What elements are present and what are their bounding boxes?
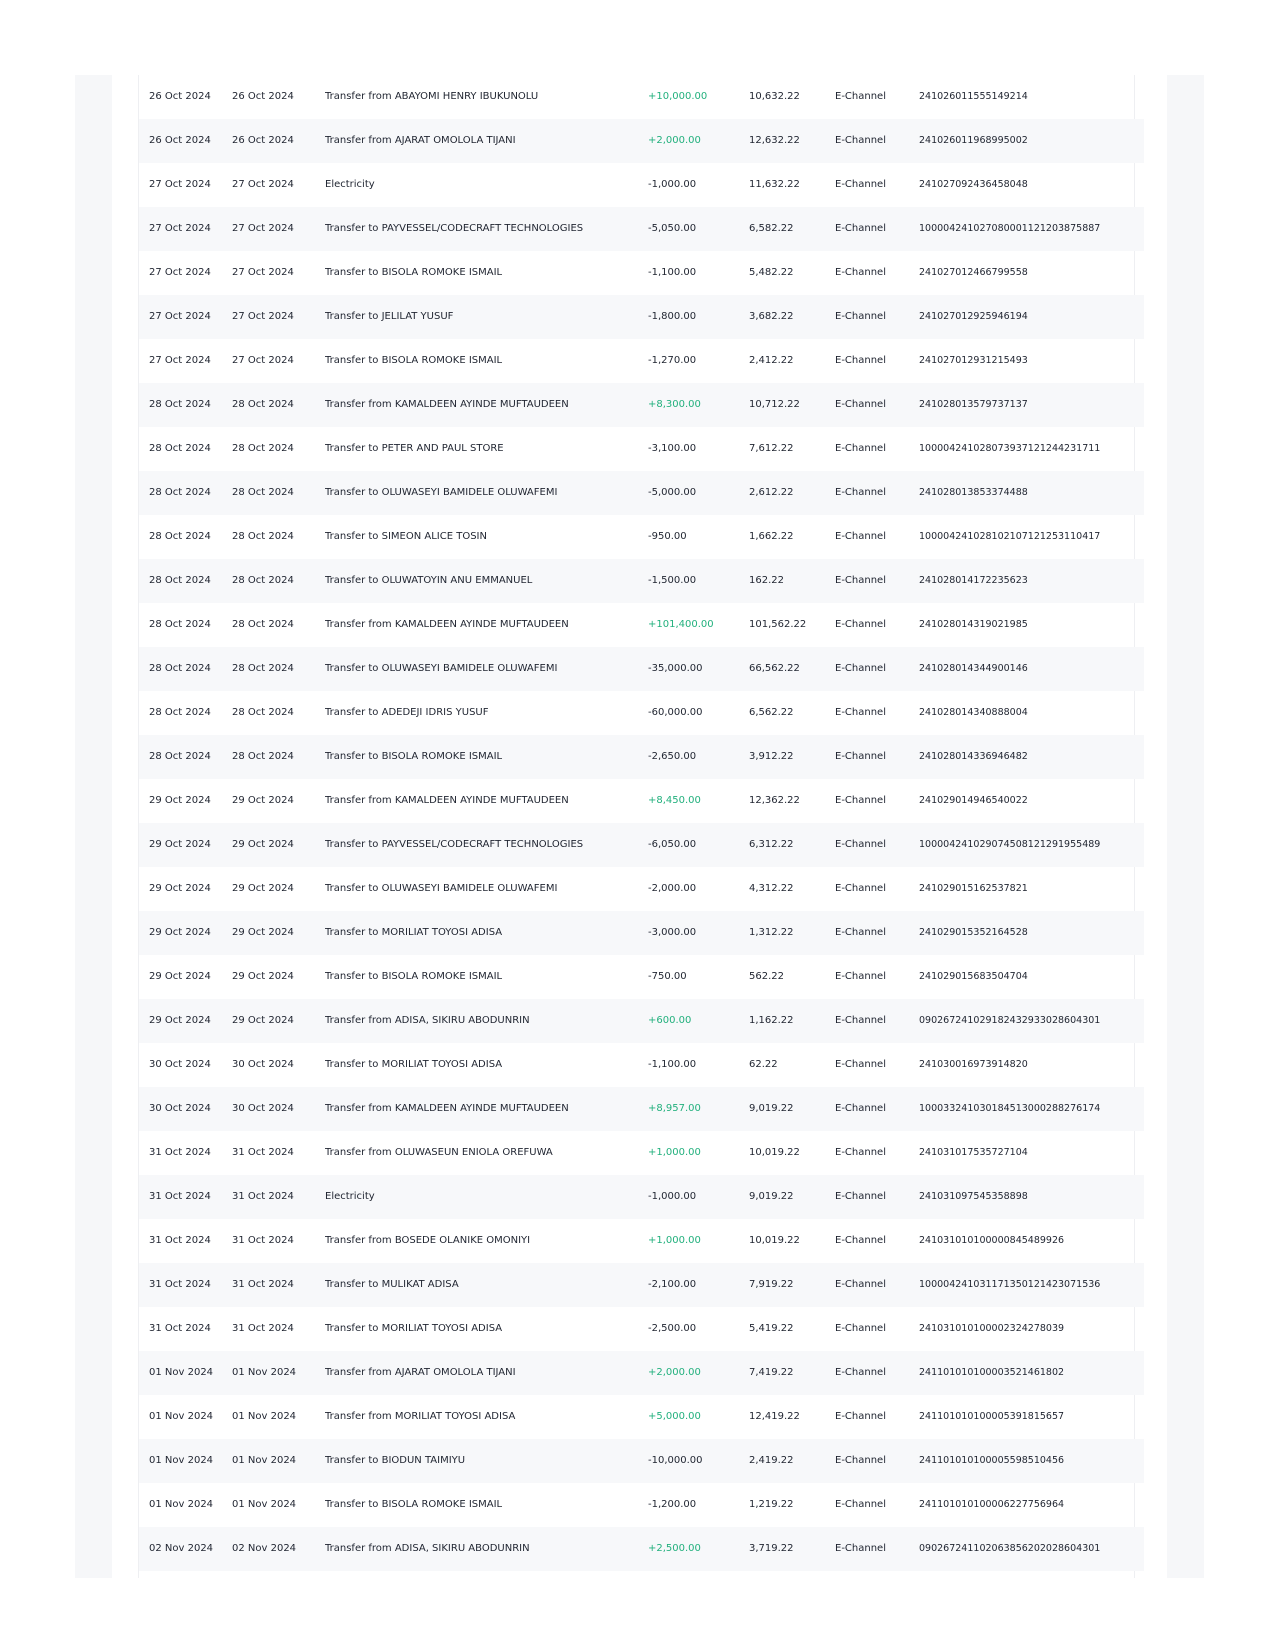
table-row [139,955,1144,999]
description-cell: Transfer to BISOLA ROMOKE ISMAIL [325,971,503,982]
trans-date-cell: 29 Oct 2024 [149,1015,211,1026]
description-cell: Transfer from KAMALDEEN AYINDE MUFTAUDEEN [325,795,569,806]
trans-date-cell: 28 Oct 2024 [149,707,211,718]
description-cell: Transfer to MORILIAT TOYOSI ADISA [325,927,503,938]
value-date-cell: 01 Nov 2024 [232,1499,297,1510]
channel-cell: E-Channel [835,135,886,146]
trans-date-cell: 30 Oct 2024 [149,1059,211,1070]
table-row [139,515,1144,559]
balance-cell: 10,632.22 [749,91,800,102]
table-row [139,867,1144,911]
balance-cell: 12,419.22 [749,1411,800,1422]
reference-cell: 241028013853374488 [919,487,1028,498]
amount-cell: +8,957.00 [648,1103,701,1114]
description-cell: Transfer from AJARAT OMOLOLA TIJANI [325,1367,516,1378]
trans-date-cell: 27 Oct 2024 [149,355,211,366]
balance-cell: 6,312.22 [749,839,794,850]
trans-date-cell: 29 Oct 2024 [149,839,211,850]
balance-cell: 1,312.22 [749,927,794,938]
table-row [139,1219,1144,1263]
table-row [139,735,1144,779]
value-date-cell: 28 Oct 2024 [232,531,294,542]
trans-date-cell: 28 Oct 2024 [149,487,211,498]
channel-cell: E-Channel [835,619,886,630]
description-cell: Transfer to BISOLA ROMOKE ISMAIL [325,751,503,762]
balance-cell: 10,019.22 [749,1147,800,1158]
table-row [139,119,1144,163]
description-cell: Transfer to JELILAT YUSUF [325,311,454,322]
channel-cell: E-Channel [835,839,886,850]
reference-cell: 241027012931215493 [919,355,1028,366]
channel-cell: E-Channel [835,1455,886,1466]
channel-cell: E-Channel [835,795,886,806]
value-date-cell: 30 Oct 2024 [232,1059,294,1070]
amount-cell: -1,500.00 [648,575,697,586]
amount-cell: -60,000.00 [648,707,703,718]
value-date-cell: 29 Oct 2024 [232,1015,294,1026]
table-row [139,911,1144,955]
value-date-cell: 28 Oct 2024 [232,443,294,454]
value-date-cell: 28 Oct 2024 [232,399,294,410]
trans-date-cell: 28 Oct 2024 [149,751,211,762]
trans-date-cell: 28 Oct 2024 [149,443,211,454]
reference-cell: 241027012925946194 [919,311,1028,322]
amount-cell: +2,000.00 [648,1367,701,1378]
balance-cell: 6,562.22 [749,707,794,718]
amount-cell: -2,500.00 [648,1323,697,1334]
channel-cell: E-Channel [835,1059,886,1070]
amount-cell: -2,100.00 [648,1279,697,1290]
balance-cell: 9,019.22 [749,1103,794,1114]
value-date-cell: 01 Nov 2024 [232,1367,297,1378]
balance-cell: 4,312.22 [749,883,794,894]
value-date-cell: 01 Nov 2024 [232,1411,297,1422]
value-date-cell: 01 Nov 2024 [232,1455,297,1466]
channel-cell: E-Channel [835,1323,886,1334]
balance-cell: 7,919.22 [749,1279,794,1290]
balance-cell: 10,712.22 [749,399,800,410]
table-row [139,251,1144,295]
trans-date-cell: 30 Oct 2024 [149,1103,211,1114]
reference-cell: 241029015352164528 [919,927,1028,938]
reference-cell: 241031010100002324278039 [919,1323,1065,1334]
table-row [139,1087,1144,1131]
reference-cell: 241027012466799558 [919,267,1028,278]
description-cell: Transfer from KAMALDEEN AYINDE MUFTAUDEEN [325,1103,569,1114]
trans-date-cell: 02 Nov 2024 [149,1543,214,1554]
description-cell: Transfer from ADISA, SIKIRU ABODUNRIN [325,1543,530,1554]
trans-date-cell: 31 Oct 2024 [149,1323,211,1334]
description-cell: Transfer from AJARAT OMOLOLA TIJANI [325,135,516,146]
table-row [139,691,1144,735]
table-row [139,383,1144,427]
amount-cell: +101,400.00 [648,619,714,630]
table-row [139,559,1144,603]
balance-cell: 10,019.22 [749,1235,800,1246]
balance-cell: 1,162.22 [749,1015,794,1026]
table-row [139,1263,1144,1307]
value-date-cell: 02 Nov 2024 [232,1543,297,1554]
reference-cell: 241031097545358898 [919,1191,1028,1202]
trans-date-cell: 28 Oct 2024 [149,619,211,630]
description-cell: Transfer to BIODUN TAIMIYU [325,1455,466,1466]
description-cell: Transfer to BISOLA ROMOKE ISMAIL [325,355,503,366]
description-cell: Transfer to OLUWATOYIN ANU EMMANUEL [325,575,533,586]
left-page-margin [75,75,112,1578]
amount-cell: +1,000.00 [648,1147,701,1158]
amount-cell: -750.00 [648,971,687,982]
trans-date-cell: 01 Nov 2024 [149,1367,214,1378]
channel-cell: E-Channel [835,663,886,674]
table-row [139,1439,1144,1483]
balance-cell: 6,582.22 [749,223,794,234]
value-date-cell: 30 Oct 2024 [232,1103,294,1114]
amount-cell: +5,000.00 [648,1411,701,1422]
channel-cell: E-Channel [835,355,886,366]
balance-cell: 12,362.22 [749,795,800,806]
reference-cell: 241101010100005598510456 [919,1455,1065,1466]
description-cell: Transfer from ADISA, SIKIRU ABODUNRIN [325,1015,530,1026]
value-date-cell: 27 Oct 2024 [232,311,294,322]
trans-date-cell: 29 Oct 2024 [149,795,211,806]
channel-cell: E-Channel [835,1147,886,1158]
balance-cell: 562.22 [749,971,784,982]
description-cell: Transfer to MORILIAT TOYOSI ADISA [325,1323,503,1334]
value-date-cell: 27 Oct 2024 [232,267,294,278]
reference-cell: 100004241029074508121291955489 [919,839,1101,850]
amount-cell: -1,000.00 [648,179,697,190]
value-date-cell: 28 Oct 2024 [232,619,294,630]
description-cell: Transfer to PETER AND PAUL STORE [325,443,504,454]
channel-cell: E-Channel [835,1543,886,1554]
channel-cell: E-Channel [835,1015,886,1026]
balance-cell: 62.22 [749,1059,778,1070]
amount-cell: -1,200.00 [648,1499,697,1510]
trans-date-cell: 26 Oct 2024 [149,91,211,102]
trans-date-cell: 28 Oct 2024 [149,399,211,410]
description-cell: Transfer from OLUWASEUN ENIOLA OREFUWA [325,1147,553,1158]
channel-cell: E-Channel [835,91,886,102]
statement-page [138,75,1135,1578]
table-row [139,823,1144,867]
table-row [139,163,1144,207]
reference-cell: 100004241031171350121423071536 [919,1279,1101,1290]
value-date-cell: 31 Oct 2024 [232,1147,294,1158]
reference-cell: 241029015683504704 [919,971,1028,982]
reference-cell: 100033241030184513000288276174 [919,1103,1101,1114]
amount-cell: +600.00 [648,1015,692,1026]
table-row [139,1175,1144,1219]
reference-cell: 241101010100005391815657 [919,1411,1065,1422]
value-date-cell: 29 Oct 2024 [232,795,294,806]
table-row [139,1527,1144,1571]
description-cell: Transfer to OLUWASEYI BAMIDELE OLUWAFEMI [325,487,558,498]
description-cell: Transfer from KAMALDEEN AYINDE MUFTAUDEEN [325,399,569,410]
amount-cell: -2,650.00 [648,751,697,762]
balance-cell: 7,419.22 [749,1367,794,1378]
description-cell: Transfer to ADEDEJI IDRIS YUSUF [325,707,489,718]
transactions-body [139,75,1144,1571]
channel-cell: E-Channel [835,1279,886,1290]
reference-cell: 241030016973914820 [919,1059,1028,1070]
value-date-cell: 29 Oct 2024 [232,883,294,894]
reference-cell: 100004241027080001121203875887 [919,223,1101,234]
transactions-table [139,75,1144,1571]
table-row [139,779,1144,823]
trans-date-cell: 29 Oct 2024 [149,883,211,894]
value-date-cell: 26 Oct 2024 [232,91,294,102]
trans-date-cell: 27 Oct 2024 [149,179,211,190]
balance-cell: 3,719.22 [749,1543,794,1554]
balance-cell: 11,632.22 [749,179,800,190]
reference-cell: 100004241028102107121253110417 [919,531,1101,542]
reference-cell: 241028014172235623 [919,575,1028,586]
trans-date-cell: 01 Nov 2024 [149,1411,214,1422]
amount-cell: -3,000.00 [648,927,697,938]
channel-cell: E-Channel [835,575,886,586]
amount-cell: -1,100.00 [648,1059,697,1070]
table-row [139,647,1144,691]
trans-date-cell: 27 Oct 2024 [149,223,211,234]
table-row [139,1043,1144,1087]
channel-cell: E-Channel [835,1499,886,1510]
description-cell: Electricity [325,179,375,190]
description-cell: Transfer to BISOLA ROMOKE ISMAIL [325,1499,503,1510]
amount-cell: +10,000.00 [648,91,708,102]
balance-cell: 2,419.22 [749,1455,794,1466]
balance-cell: 3,912.22 [749,751,794,762]
trans-date-cell: 28 Oct 2024 [149,531,211,542]
channel-cell: E-Channel [835,1235,886,1246]
channel-cell: E-Channel [835,443,886,454]
reference-cell: 241028014336946482 [919,751,1028,762]
trans-date-cell: 29 Oct 2024 [149,927,211,938]
description-cell: Transfer from KAMALDEEN AYINDE MUFTAUDEEN [325,619,569,630]
trans-date-cell: 01 Nov 2024 [149,1499,214,1510]
channel-cell: E-Channel [835,1411,886,1422]
trans-date-cell: 28 Oct 2024 [149,663,211,674]
table-row [139,471,1144,515]
amount-cell: -1,800.00 [648,311,697,322]
amount-cell: -6,050.00 [648,839,697,850]
value-date-cell: 31 Oct 2024 [232,1279,294,1290]
table-row [139,1351,1144,1395]
amount-cell: -5,050.00 [648,223,697,234]
reference-cell: 090267241102063856202028604301 [919,1543,1101,1554]
reference-cell: 241028014319021985 [919,619,1028,630]
reference-cell: 241028014344900146 [919,663,1028,674]
balance-cell: 162.22 [749,575,784,586]
channel-cell: E-Channel [835,707,886,718]
value-date-cell: 31 Oct 2024 [232,1235,294,1246]
channel-cell: E-Channel [835,531,886,542]
description-cell: Transfer to BISOLA ROMOKE ISMAIL [325,267,503,278]
description-cell: Transfer to PAYVESSEL/CODECRAFT TECHNOLOGIES [325,223,584,234]
balance-cell: 5,482.22 [749,267,794,278]
table-row [139,75,1144,119]
amount-cell: +1,000.00 [648,1235,701,1246]
description-cell: Electricity [325,1191,375,1202]
channel-cell: E-Channel [835,399,886,410]
table-row [139,1483,1144,1527]
table-row [139,1307,1144,1351]
reference-cell: 241101010100006227756964 [919,1499,1065,1510]
trans-date-cell: 01 Nov 2024 [149,1455,214,1466]
balance-cell: 9,019.22 [749,1191,794,1202]
amount-cell: -3,100.00 [648,443,697,454]
value-date-cell: 31 Oct 2024 [232,1323,294,1334]
table-row [139,207,1144,251]
channel-cell: E-Channel [835,1191,886,1202]
channel-cell: E-Channel [835,1103,886,1114]
amount-cell: -950.00 [648,531,687,542]
trans-date-cell: 31 Oct 2024 [149,1191,211,1202]
trans-date-cell: 31 Oct 2024 [149,1279,211,1290]
right-page-margin [1167,75,1204,1578]
reference-cell: 241027092436458048 [919,179,1028,190]
value-date-cell: 31 Oct 2024 [232,1191,294,1202]
description-cell: Transfer to OLUWASEYI BAMIDELE OLUWAFEMI [325,883,558,894]
value-date-cell: 27 Oct 2024 [232,179,294,190]
description-cell: Transfer to SIMEON ALICE TOSIN [325,531,487,542]
description-cell: Transfer to OLUWASEYI BAMIDELE OLUWAFEMI [325,663,558,674]
value-date-cell: 29 Oct 2024 [232,839,294,850]
balance-cell: 5,419.22 [749,1323,794,1334]
table-row [139,1395,1144,1439]
trans-date-cell: 27 Oct 2024 [149,267,211,278]
channel-cell: E-Channel [835,311,886,322]
amount-cell: -35,000.00 [648,663,703,674]
balance-cell: 1,219.22 [749,1499,794,1510]
reference-cell: 241029015162537821 [919,883,1028,894]
amount-cell: -5,000.00 [648,487,697,498]
channel-cell: E-Channel [835,223,886,234]
reference-cell: 241026011968995002 [919,135,1028,146]
trans-date-cell: 29 Oct 2024 [149,971,211,982]
amount-cell: +8,450.00 [648,795,701,806]
reference-cell: 241101010100003521461802 [919,1367,1065,1378]
description-cell: Transfer to MULIKAT ADISA [325,1279,459,1290]
channel-cell: E-Channel [835,179,886,190]
value-date-cell: 29 Oct 2024 [232,927,294,938]
reference-cell: 241029014946540022 [919,795,1028,806]
amount-cell: -10,000.00 [648,1455,703,1466]
balance-cell: 2,612.22 [749,487,794,498]
description-cell: Transfer to PAYVESSEL/CODECRAFT TECHNOLOGIES [325,839,584,850]
value-date-cell: 29 Oct 2024 [232,971,294,982]
table-row [139,603,1144,647]
value-date-cell: 28 Oct 2024 [232,663,294,674]
reference-cell: 100004241028073937121244231711 [919,443,1101,454]
value-date-cell: 28 Oct 2024 [232,707,294,718]
trans-date-cell: 28 Oct 2024 [149,575,211,586]
amount-cell: -1,000.00 [648,1191,697,1202]
value-date-cell: 27 Oct 2024 [232,223,294,234]
balance-cell: 3,682.22 [749,311,794,322]
trans-date-cell: 31 Oct 2024 [149,1235,211,1246]
reference-cell: 241026011555149214 [919,91,1028,102]
description-cell: Transfer from ABAYOMI HENRY IBUKUNOLU [325,91,539,102]
balance-cell: 101,562.22 [749,619,807,630]
channel-cell: E-Channel [835,927,886,938]
description-cell: Transfer from MORILIAT TOYOSI ADISA [325,1411,516,1422]
reference-cell: 090267241029182432933028604301 [919,1015,1101,1026]
amount-cell: +8,300.00 [648,399,701,410]
trans-date-cell: 31 Oct 2024 [149,1147,211,1158]
description-cell: Transfer from BOSEDE OLANIKE OMONIYI [325,1235,531,1246]
table-row [139,427,1144,471]
value-date-cell: 28 Oct 2024 [232,575,294,586]
reference-cell: 241028013579737137 [919,399,1028,410]
description-cell: Transfer to MORILIAT TOYOSI ADISA [325,1059,503,1070]
balance-cell: 66,562.22 [749,663,800,674]
balance-cell: 2,412.22 [749,355,794,366]
value-date-cell: 28 Oct 2024 [232,751,294,762]
balance-cell: 1,662.22 [749,531,794,542]
trans-date-cell: 27 Oct 2024 [149,311,211,322]
amount-cell: -1,100.00 [648,267,697,278]
table-row [139,1131,1144,1175]
balance-cell: 12,632.22 [749,135,800,146]
channel-cell: E-Channel [835,971,886,982]
amount-cell: +2,000.00 [648,135,701,146]
reference-cell: 241028014340888004 [919,707,1028,718]
reference-cell: 241031017535727104 [919,1147,1028,1158]
channel-cell: E-Channel [835,487,886,498]
channel-cell: E-Channel [835,751,886,762]
table-row [139,339,1144,383]
channel-cell: E-Channel [835,883,886,894]
channel-cell: E-Channel [835,267,886,278]
value-date-cell: 28 Oct 2024 [232,487,294,498]
balance-cell: 7,612.22 [749,443,794,454]
value-date-cell: 27 Oct 2024 [232,355,294,366]
reference-cell: 241031010100000845489926 [919,1235,1065,1246]
trans-date-cell: 26 Oct 2024 [149,135,211,146]
value-date-cell: 26 Oct 2024 [232,135,294,146]
amount-cell: -1,270.00 [648,355,697,366]
table-row [139,295,1144,339]
channel-cell: E-Channel [835,1367,886,1378]
amount-cell: +2,500.00 [648,1543,701,1554]
amount-cell: -2,000.00 [648,883,697,894]
table-row [139,999,1144,1043]
